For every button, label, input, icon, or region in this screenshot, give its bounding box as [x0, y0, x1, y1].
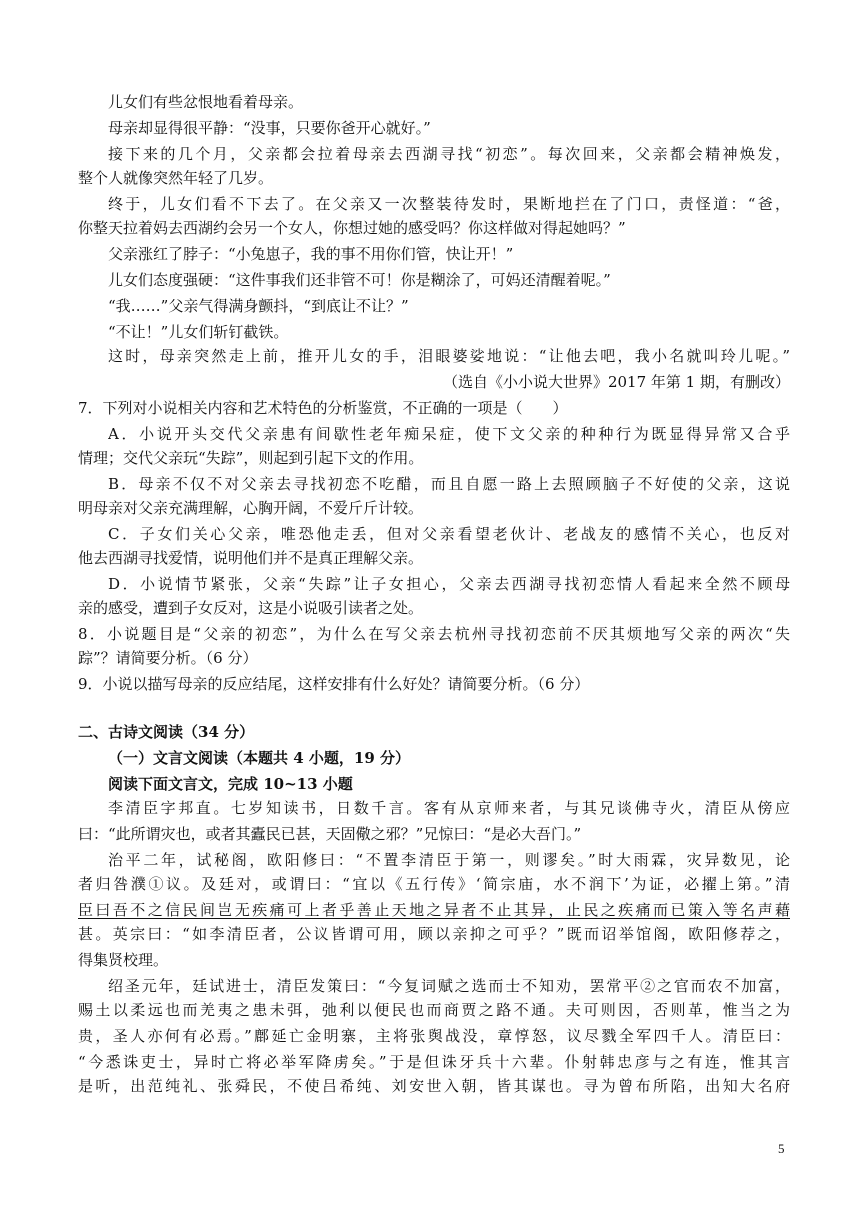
text-line: 阅读下面文言文，完成 10~13 小题: [108, 775, 353, 793]
text-line: 者归咎濮①议。及廷对，或谓曰：“宜以《五行传》‘简宗庙，水不润下’为证，必擢上第。”清: [78, 875, 790, 893]
text-line: 赐土以柔远也而羌夷之患未弭，弛利以便民也而商贾之路不通。夫可则因，否则革，惟当之为: [78, 1001, 790, 1019]
text-line: 贵，圣人亦何有必焉。”鄜延亡金明寨，主将张舆战没，章惇怒，议尽戮全军四千人。清臣曰：: [78, 1027, 790, 1045]
text-line: “我……”父亲气得满身颤抖，“到底让不让？”: [108, 297, 409, 315]
text-line: 李清臣字邦直。七岁知读书，日数千言。客有从京师来者，与其兄谈佛寺火，清臣从傍应: [108, 799, 790, 817]
text-line: 儿女们态度强硬：“这件事我们还非管不可！你是糊涂了，可妈还清醒着呢。”: [108, 271, 611, 289]
text-line: 得集贤校理。: [78, 951, 169, 969]
text-line: 7．下列对小说相关内容和艺术特色的分析鉴赏，不正确的一项是（ ）: [78, 399, 568, 417]
text-line: 绍圣元年，廷试进士，清臣发策曰：“今复词赋之选而士不知劝，罢常平②之官而农不加富，: [108, 977, 790, 995]
text-line: 踪”？请简要分析。（6 分）: [78, 649, 258, 667]
text-line: （选自《小小说大世界》2017 年第 1 期，有删改）: [442, 373, 790, 391]
text-line: “今悉诛吏士，异时亡将必举军降虏矣。”于是但诛牙兵十六辈。仆射韩忠彦与之有连，惟其言: [78, 1053, 790, 1071]
text-line: 甚。英宗曰：“如李清臣者，公议皆谓可用，顾以亲抑之可乎？”既而诏举馆阁，欧阳修荐之，: [78, 925, 790, 943]
page-number: 5: [778, 1141, 785, 1156]
text-line: 明母亲对父亲充满理解，心胸开阔，不爱斤斤计较。: [78, 499, 424, 517]
text-line: 是听，出范纯礼、张舜民，不使吕希纯、刘安世入朝，皆其谋也。寻为曾布所陷，出知大名府: [78, 1077, 790, 1095]
text-line: （一）文言文阅读（本题共 4 小题，19 分）: [108, 749, 410, 767]
text-line: 母亲却显得很平静：“没事，只要你爸开心就好。”: [108, 119, 431, 137]
text-line: 整个人就像突然年轻了几岁。: [78, 169, 274, 187]
text-line: 8．小说题目是“父亲的初恋”，为什么在写父亲去杭州寻找初恋前不厌其烦地写父亲的两次“失: [78, 625, 790, 643]
text-line: 曰：“此所谓灾也，或者其蠹民已甚，天固儆之邪？”兄惊曰：“是必大吾门。”: [78, 825, 582, 843]
text-line: B．母亲不仅不对父亲去寻找初恋不吃醋，而且自愿一路上去照顾脑子不好使的父亲，这说: [108, 475, 790, 493]
text-line: 父亲涨红了脖子：“小兔崽子，我的事不用你们管，快让开！”: [108, 245, 514, 263]
text-line: 你整天拉着妈去西湖约会另一个女人，你想过她的感受吗？你这样做对得起她吗？”: [78, 219, 626, 237]
text-line: 9．小说以描写母亲的反应结尾，这样安排有什么好处？请简要分析。（6 分）: [78, 675, 590, 693]
text-line: 亲的感受，遭到子女反对，这是小说吸引读者之处。: [78, 599, 424, 617]
text-line: 二、古诗文阅读（34 分）: [78, 723, 255, 741]
text-line: 接下来的几个月，父亲都会拉着母亲去西湖寻找“初恋”。每次回来，父亲都会精神焕发，: [108, 145, 790, 163]
text-line: 情理；交代父亲玩“失踪”，则起到引起下文的作用。: [78, 449, 424, 467]
text-line: “不让！”儿女们斩钉截铁。: [108, 323, 289, 341]
text-line: 这时，母亲突然走上前，推开儿女的手，泪眼婆娑地说：“让他去吧，我小名就叫玲儿呢。”: [108, 347, 790, 365]
text-line: 他去西湖寻找爱情，说明他们并不是真正理解父亲。: [78, 549, 424, 567]
text-line: A．小说开头交代父亲患有间歇性老年痴呆症，使下文父亲的种种行为既显得异常又合乎: [108, 425, 790, 443]
text-line: 终于，儿女们看不下去了。在父亲又一次整装待发时，果断地拦在了门口，责怪道：“爸，: [108, 195, 790, 213]
text-line: C．子女们关心父亲，唯恐他走丢，但对父亲看望老伙计、老战友的感情不关心，也反对: [108, 525, 790, 543]
text-line: 儿女们有些忿恨地看着母亲。: [108, 93, 304, 111]
text-line: D．小说情节紧张，父亲“失踪”让子女担心，父亲去西湖寻找初恋情人看起来全然不顾母: [108, 575, 790, 593]
text-line: 治平二年，试秘阁，欧阳修曰：“不置李清臣于第一，则谬矣。”时大雨霖，灾异数见，论: [108, 851, 790, 869]
text-line: 臣曰吾不之信民间岂无疾痛可上者乎善止天地之异者不止其异，止民之疾痛而已策入等名声藉: [78, 901, 790, 919]
